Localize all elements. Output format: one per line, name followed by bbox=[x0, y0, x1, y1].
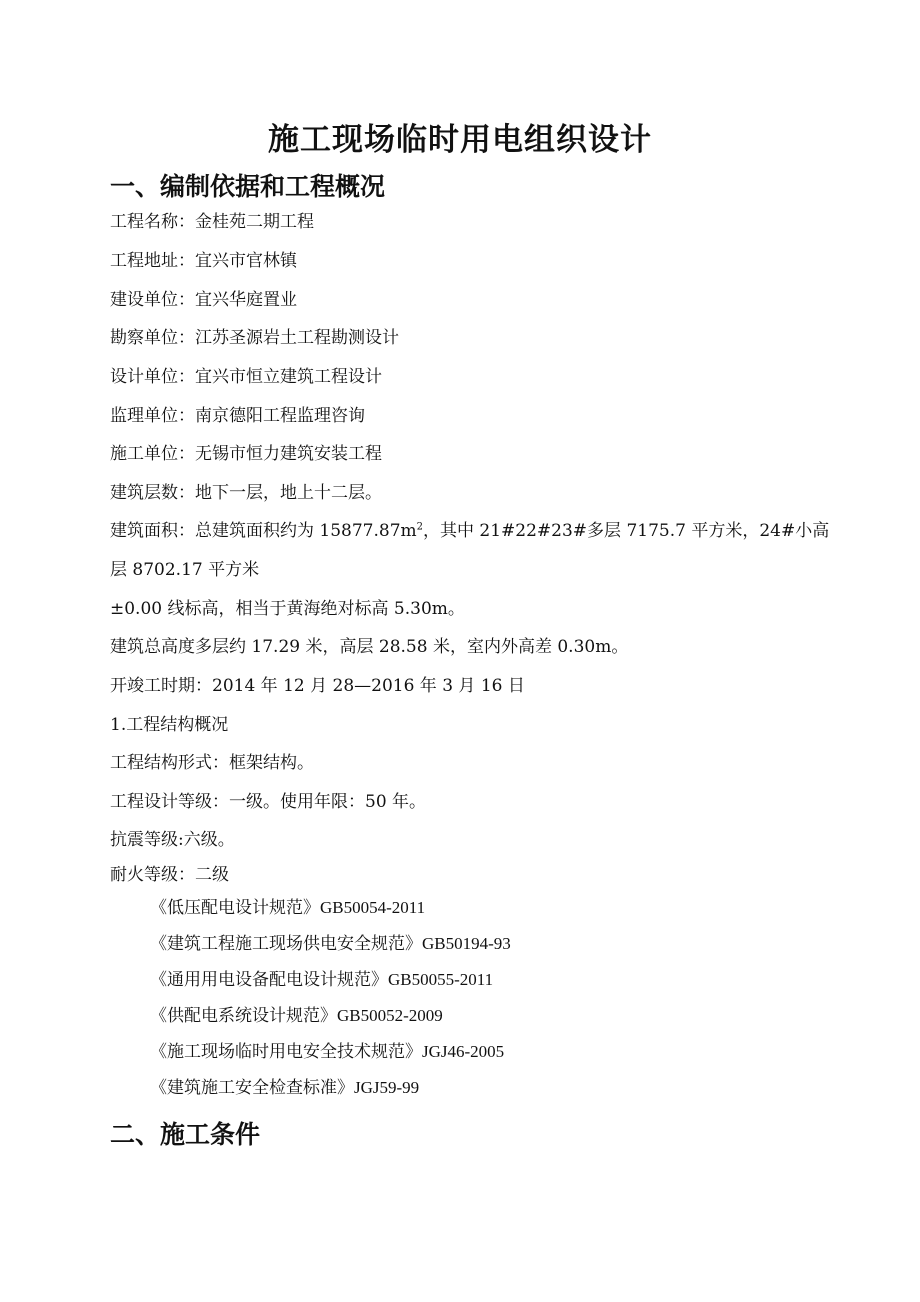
structure-form-line: 工程结构形式：框架结构。 bbox=[110, 753, 314, 773]
area-superscript: 2 bbox=[416, 521, 424, 533]
standard-name: 《施工现场临时用电安全技术规范》 bbox=[150, 1042, 422, 1062]
design-grade-line: 工程设计等级：一级。使用年限：50 年。 bbox=[110, 792, 427, 812]
standard-code: JGJ46-2005 bbox=[422, 1042, 505, 1061]
floors-line: 建筑层数：地下一层，地上十二层。 bbox=[110, 483, 382, 503]
seismic-grade-line: 抗震等级:六级。 bbox=[110, 830, 235, 850]
building-area-text-b: ，其中 21#22#23#多层 7175.7 平方米，24#小高 bbox=[423, 521, 830, 541]
fire-rating-line: 耐火等级：二级 bbox=[110, 865, 229, 885]
standard-code: GB50194-93 bbox=[422, 934, 511, 953]
elevation-line: ±0.00 线标高，相当于黄海绝对标高 5.30m。 bbox=[110, 599, 465, 619]
standard-name: 《建筑施工安全检查标准》 bbox=[150, 1078, 354, 1098]
standard-name: 《建筑工程施工现场供电安全规范》 bbox=[150, 934, 422, 954]
standard-code: GB50055-2011 bbox=[388, 970, 494, 989]
building-area-line bbox=[110, 519, 829, 543]
standard-code: GB50052-2009 bbox=[337, 1006, 443, 1025]
standard-item bbox=[150, 968, 493, 992]
section-heading-basis-overview: 一、编制依据和工程概况 bbox=[110, 172, 386, 201]
standard-code: JGJ59-99 bbox=[354, 1078, 420, 1097]
supervision-unit-line: 监理单位：南京德阳工程监理咨询 bbox=[110, 406, 365, 426]
project-address-line: 工程地址：宜兴市官林镇 bbox=[110, 251, 297, 271]
developer-line: 建设单位：宜兴华庭置业 bbox=[110, 290, 297, 310]
standard-item bbox=[150, 1040, 504, 1064]
standard-name: 《通用用电设备配电设计规范》 bbox=[150, 970, 388, 990]
building-area-continuation: 层 8702.17 平方米 bbox=[110, 560, 260, 580]
standard-name: 《供配电系统设计规范》 bbox=[150, 1006, 337, 1026]
building-height-line: 建筑总高度多层约 17.29 米，高层 28.58 米，室内外高差 0.30m。 bbox=[110, 637, 629, 657]
design-unit-line: 设计单位：宜兴市恒立建筑工程设计 bbox=[110, 367, 382, 387]
standard-code: GB50054-2011 bbox=[320, 898, 426, 917]
standard-name: 《低压配电设计规范》 bbox=[150, 898, 320, 918]
schedule-line: 开竣工时期：2014 年 12 月 28—2016 年 3 月 16 日 bbox=[110, 676, 525, 696]
standard-item bbox=[150, 896, 425, 920]
standard-item bbox=[150, 1076, 419, 1100]
building-area-text-a: 建筑面积：总建筑面积约为 15877.87m bbox=[110, 521, 417, 541]
survey-unit-line: 勘察单位：江苏圣源岩土工程勘测设计 bbox=[110, 328, 399, 348]
structure-overview-heading: 1.工程结构概况 bbox=[110, 715, 229, 735]
standard-item bbox=[150, 932, 511, 956]
project-name-line: 工程名称：金桂苑二期工程 bbox=[110, 212, 314, 232]
standard-item bbox=[150, 1004, 443, 1028]
document-title: 施工现场临时用电组织设计 bbox=[268, 122, 652, 158]
construction-unit-line: 施工单位：无锡市恒力建筑安装工程 bbox=[110, 444, 382, 464]
section-heading-construction-conditions: 二、施工条件 bbox=[110, 1120, 261, 1149]
